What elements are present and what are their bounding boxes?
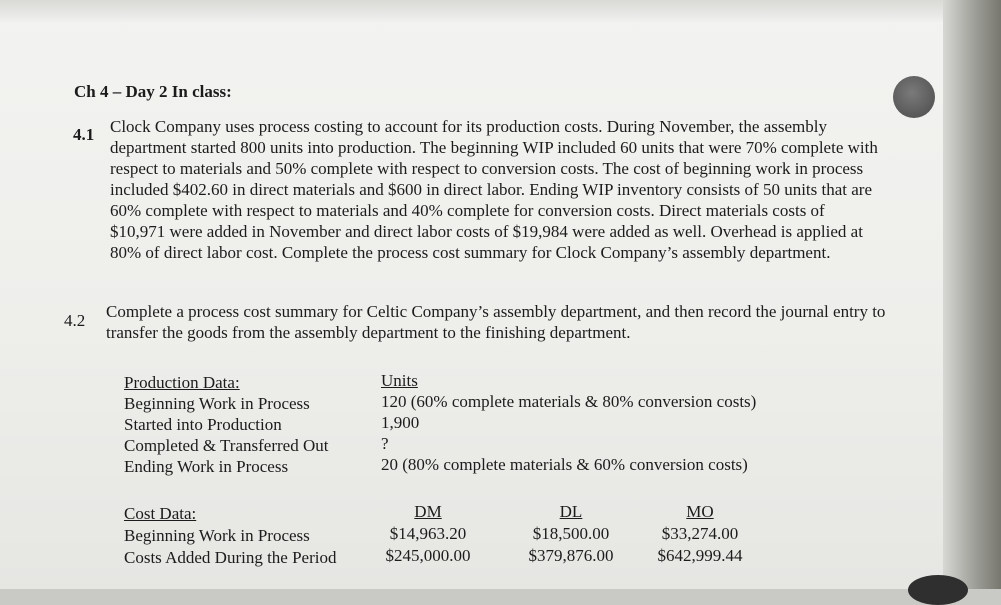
cost-cell: $33,274.00: [661, 524, 739, 543]
page-right-edge: [943, 0, 1001, 589]
cost-column-mo: [648, 501, 752, 567]
production-row-value: 120 (60% complete materials & 80% conversion costs): [381, 392, 757, 411]
cost-data-labels: [124, 503, 337, 569]
page-top-shadow: [0, 0, 1001, 22]
cost-cell: $642,999.44: [657, 546, 743, 565]
cost-column-header: DL: [559, 502, 583, 521]
cost-column-header: MO: [686, 502, 714, 521]
cost-column-dl: [520, 501, 622, 567]
production-row-label: Beginning Work in Process: [124, 394, 310, 413]
problem-number: 4.2: [64, 311, 86, 330]
cost-row-label: Costs Added During the Period: [124, 548, 337, 567]
production-row-label: Completed & Transferred Out: [124, 436, 329, 455]
cost-cell: $14,963.20: [389, 524, 467, 543]
binder-hole: [893, 76, 935, 118]
production-row-label: Ending Work in Process: [124, 457, 289, 476]
problem-text: Clock Company uses process costing to account for its production costs. During November, the assembly department started 800 units into production. The beginning WIP included 60 units that were 70% complete with respect to materials and 50% complete with respect to conversion costs. The cost of beginning work in process included $402.60 in direct materials and $600 in direct labor. Ending WIP inventory consists of 50 units that are 60% complete with respect to materials and 40% complete for conversion costs. Direct materials costs of $10,971 were added in November and direct labor costs of $19,984 were added as well. Overhead is applied at 80% of direct labor cost. Complete the process cost summary for Clock Company’s assembly department.: [110, 117, 878, 262]
cost-cell: $18,500.00: [532, 524, 610, 543]
cost-data-header: Cost Data:: [124, 504, 197, 523]
production-data-header: Production Data:: [124, 373, 240, 392]
cost-cell: $379,876.00: [528, 546, 614, 565]
production-row-value: ?: [381, 434, 389, 453]
production-row-value: 20 (80% complete materials & 60% conversion costs): [381, 455, 748, 474]
cost-row-label: Beginning Work in Process: [124, 526, 310, 545]
cost-cell: $245,000.00: [385, 546, 471, 565]
problem-number: 4.1: [73, 125, 95, 144]
cost-column-dm: [378, 501, 478, 567]
binder-hole-bottom: [908, 575, 968, 605]
production-data-values: [381, 370, 756, 475]
production-data-labels: [124, 372, 328, 477]
page-heading: Ch 4 – Day 2 In class:: [74, 82, 232, 101]
problem-text: Complete a process cost summary for Celtic Company’s assembly department, and then record the journal entry to transfer the goods from the assembly department to the finishing department.: [106, 302, 886, 342]
cost-column-header: DM: [414, 502, 442, 521]
units-header: Units: [381, 371, 418, 390]
production-row-label: Started into Production: [124, 415, 282, 434]
production-row-value: 1,900: [381, 413, 420, 432]
